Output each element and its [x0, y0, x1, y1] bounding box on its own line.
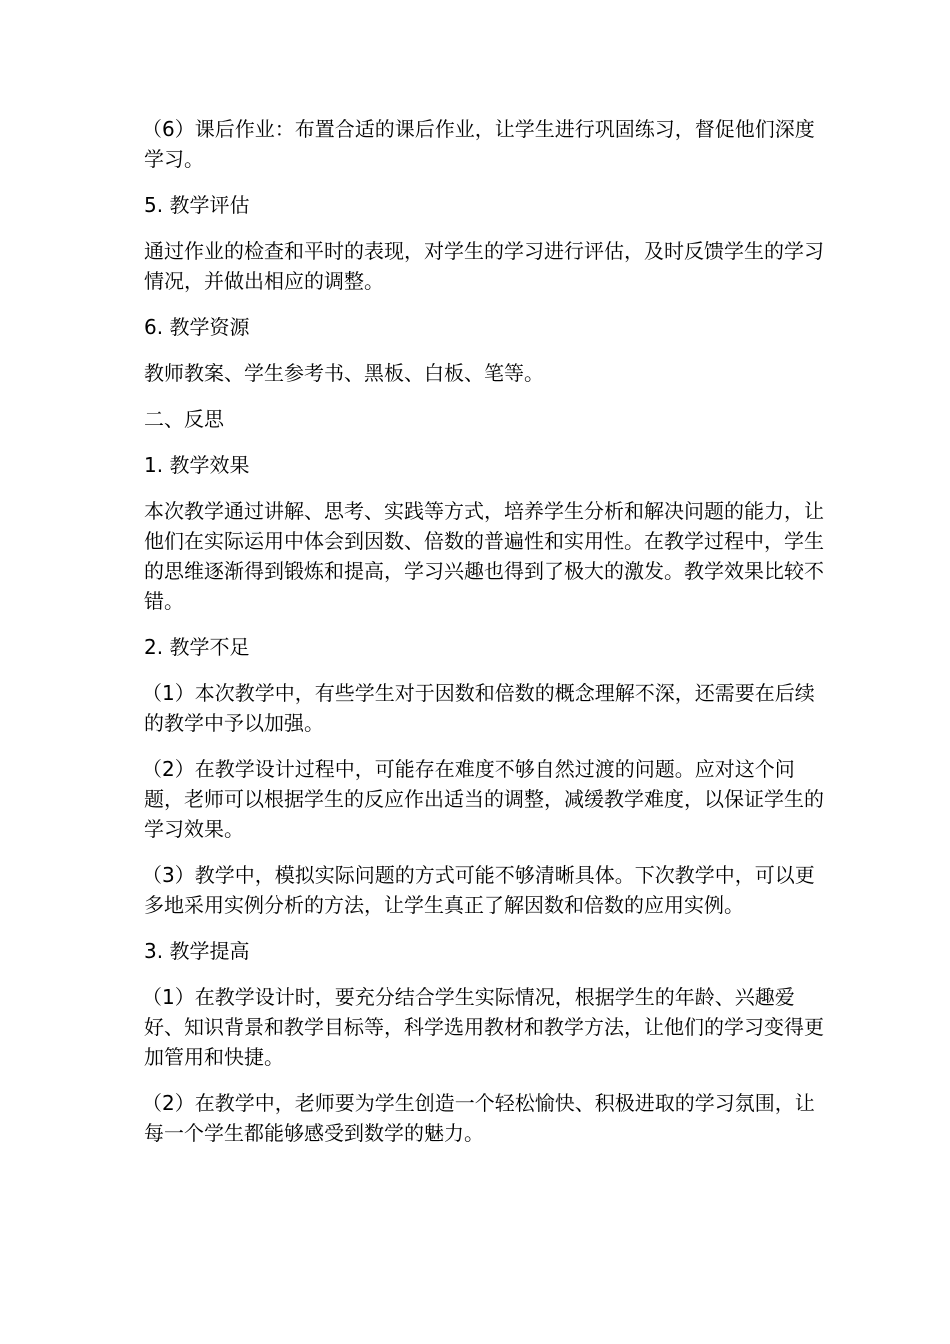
document-content	[144, 114, 824, 1164]
paragraph-improvement-2: （2）在教学中，老师要为学生创造一个轻松愉快、积极进取的学习氛围，让每一个学生都能够感受到数学的魅力。	[142, 1091, 815, 1145]
heading-reflection: 二、反思	[144, 407, 224, 431]
paragraph-teaching-effect: 本次教学通过讲解、思考、实践等方式，培养学生分析和解决问题的能力，让他们在实际运用中体会到因数、倍数的普遍性和实用性。在教学过程中，学生的思维逐渐得到锻炼和提高，学习兴趣也得到了极大的激发。教学效果比较不错。	[144, 499, 824, 613]
heading-teaching-improvement: 3. 教学提高	[144, 939, 250, 963]
heading-teaching-shortcomings: 2. 教学不足	[144, 635, 250, 659]
heading-teaching-resources: 6. 教学资源	[144, 315, 250, 339]
paragraph-shortcoming-3: （3）教学中，模拟实际问题的方式可能不够清晰具体。下次教学中，可以更多地采用实例分析的方法，让学生真正了解因数和倍数的应用实例。	[142, 863, 815, 917]
heading-teaching-effect: 1. 教学效果	[144, 453, 250, 477]
paragraph-resources: 教师教案、学生参考书、黑板、白板、笔等。	[144, 361, 544, 385]
paragraph-homework: （6）课后作业：布置合适的课后作业，让学生进行巩固练习，督促他们深度学习。	[142, 117, 815, 171]
paragraph-improvement-1: （1）在教学设计时，要充分结合学生实际情况，根据学生的年龄、兴趣爱好、知识背景和教学目标等，科学选用教材和教学方法，让他们的学习变得更加管用和快捷。	[142, 985, 824, 1069]
paragraph-assessment: 通过作业的检查和平时的表现，对学生的学习进行评估，及时反馈学生的学习情况，并做出相应的调整。	[144, 239, 824, 293]
paragraph-shortcoming-2: （2）在教学设计过程中，可能存在难度不够自然过渡的问题。应对这个问题，老师可以根据学生的反应作出适当的调整，减缓教学难度，以保证学生的学习效果。	[142, 757, 824, 841]
heading-teaching-assessment: 5. 教学评估	[144, 193, 250, 217]
paragraph-shortcoming-1: （1）本次教学中，有些学生对于因数和倍数的概念理解不深，还需要在后续的教学中予以加强。	[142, 681, 815, 735]
